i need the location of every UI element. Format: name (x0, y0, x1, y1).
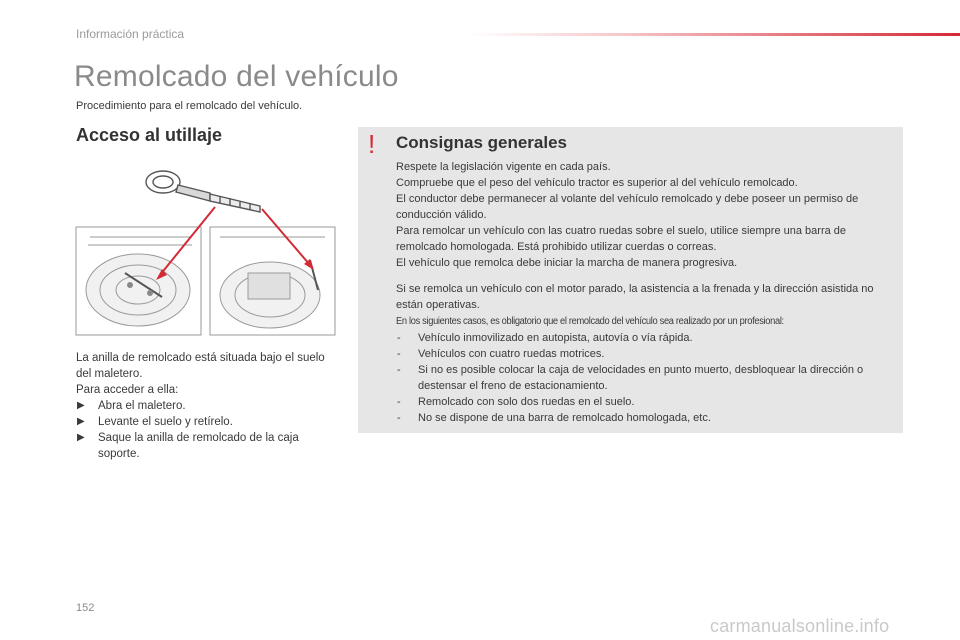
arrow-bullet-icon: ▶ (77, 400, 85, 411)
towing-eye-image (146, 171, 260, 212)
general-instructions-box (358, 127, 903, 433)
exclamation-icon: ! (368, 129, 376, 159)
general-instructions-heading: Consignas generales (396, 133, 568, 152)
general-instructions-body (396, 159, 898, 426)
tooling-access-heading: Acceso al utillaje (76, 125, 223, 145)
trunk-floor-right-image (210, 227, 335, 335)
access-intro: Para acceder a ella: (76, 384, 179, 396)
list-item: - Vehículos con cuatro ruedas motrices. (396, 346, 898, 362)
list-item: ▶ Saque la anilla de remolcado de la caja soporte. (77, 432, 299, 460)
list-item: - Si no es posible colocar la caja de velocidades en punto muerto, desbloquear la dirección o destensar el freno de estacionamiento. (396, 362, 898, 394)
list-item: ▶ Abra el maletero. (77, 400, 186, 412)
instruction-paragraph: El vehículo que remolca debe iniciar la marcha de manera progresiva. (396, 257, 738, 269)
trunk-floor-left-image (76, 227, 201, 335)
instruction-paragraph: Respete la legislación vigente en cada país. (396, 161, 611, 173)
list-item: ▶ Levante el suelo y retírelo. (77, 416, 233, 428)
header-accent-bar (470, 33, 960, 36)
page-subtitle: Procedimiento para el remolcado del vehículo. (76, 100, 303, 112)
arrow-bullet-icon: ▶ (77, 432, 85, 443)
access-steps-list (76, 398, 336, 462)
watermark: carmanualsonline.info (710, 616, 890, 636)
instruction-paragraph: El conductor debe permanecer al volante del vehículo remolcado y debe poseer un permiso de conducción válido. (396, 193, 859, 221)
list-item: - Remolcado con solo dos ruedas en el suelo. (396, 394, 898, 410)
list-item: - No se dispone de una barra de remolcado homologada, etc. (396, 410, 898, 426)
towing-eye-location: La anilla de remolcado está situada bajo el suelo del maletero. (76, 352, 325, 380)
page-title: Remolcado del vehículo (74, 60, 399, 93)
towing-eye-illustration (70, 165, 340, 340)
professional-cases-intro: En los siguientes casos, es obligatorio que el remolcado del vehículo sea realizado por un profesional: (396, 316, 784, 327)
page-number: 152 (76, 602, 95, 614)
instruction-paragraph: Compruebe que el peso del vehículo tractor es superior al del vehículo remolcado. (396, 177, 798, 189)
list-item: - Vehículo inmovilizado en autopista, autovía o vía rápida. (396, 330, 898, 346)
instruction-paragraph: Para remolcar un vehículo con las cuatro ruedas sobre el suelo, utilice siempre una barra de remolcado homologada. Está prohibido utilizar cuerdas o correas. (396, 225, 847, 253)
engine-off-warning: Si se remolca un vehículo con el motor parado, la asistencia a la frenada y la dirección asistida no están operativas. (396, 283, 874, 311)
tooling-access-text (76, 350, 336, 462)
professional-cases-list (396, 330, 898, 426)
arrow-bullet-icon: ▶ (77, 416, 85, 427)
section-header: Información práctica (76, 27, 185, 41)
